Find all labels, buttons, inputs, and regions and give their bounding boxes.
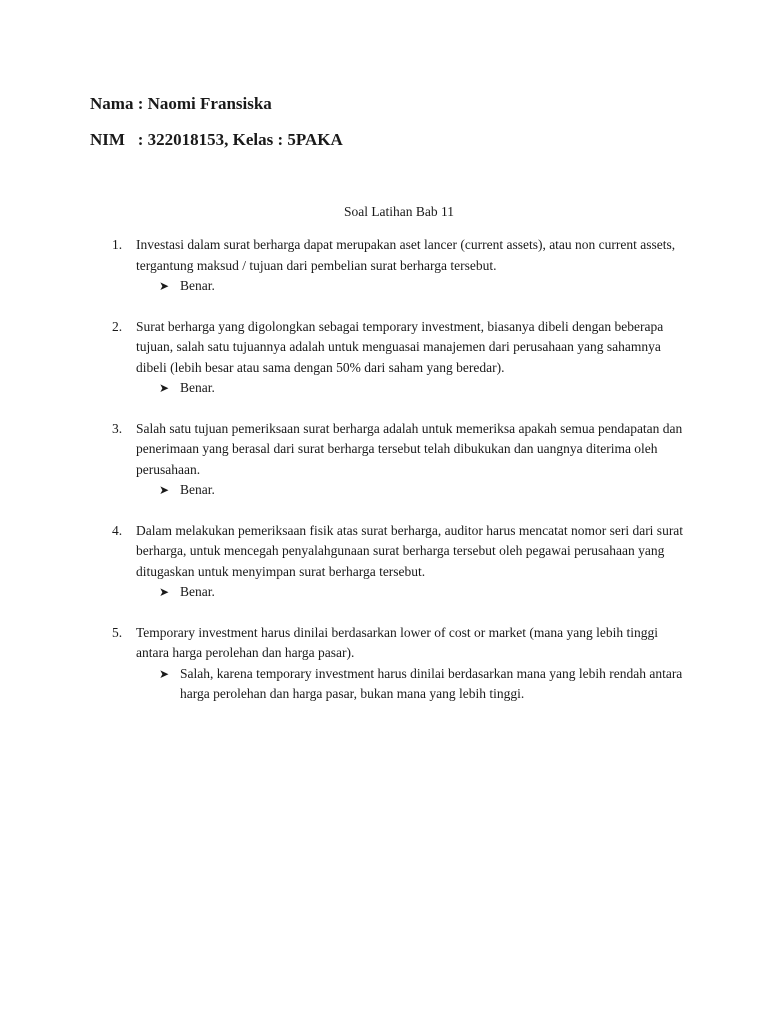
answer-text: Salah, karena temporary investment harus dinilai berdasarkan mana yang lebih rendah antara harga perolehan dan harga pasar, bukan mana yang lebih tinggi.: [180, 665, 683, 701]
answer-line: [136, 664, 688, 705]
question-number: 1.: [112, 237, 123, 252]
answer-line: [136, 480, 688, 501]
question-item-5: [90, 623, 688, 705]
arrowhead-bullet-icon: ➤: [159, 585, 170, 599]
question-number: 4.: [112, 522, 123, 538]
question-number: 3.: [112, 420, 123, 436]
question-text: Temporary investment harus dinilai berdasarkan lower of cost or market (mana yang lebih tinggi antara harga perolehan dan harga pasar).: [136, 624, 659, 660]
arrowhead-bullet-icon: ➤: [159, 483, 170, 497]
question-text: Investasi dalam surat berharga dapat merupakan aset lancer (current assets), atau non current assets, tergantung maksud / tujuan dari pembelian surat berharga tersebut.: [136, 237, 676, 273]
question-item-3: [90, 419, 688, 501]
answer-line: [136, 582, 688, 603]
question-text: Salah satu tujuan pemeriksaan surat berharga adalah untuk memeriksa apakah semua pendapatan dan penerimaan yang berasal dari surat berharga tersebut telah dibukukan dan uangnya diterima oleh perusahaan.: [136, 420, 683, 477]
question-item-4: [90, 521, 688, 603]
question-text: Surat berharga yang digolongkan sebagai temporary investment, biasanya dibeli dengan beberapa tujuan, salah satu tujuannya adalah untuk menguasai manajemen dari perusahaan yang sahamnya dibeli (lebih besar atau sama dengan 50% dari saham yang beredar).: [136, 318, 664, 375]
answer-text: Benar.: [180, 584, 215, 599]
arrowhead-bullet-icon: ➤: [159, 381, 170, 395]
student-name-line: Nama : Naomi Fransiska: [90, 94, 272, 113]
answer-line: [136, 276, 688, 297]
question-number: 5.: [112, 624, 123, 640]
arrowhead-bullet-icon: ➤: [159, 666, 170, 681]
student-nim-class-line: NIM : 322018153, Kelas : 5PAKA: [90, 130, 343, 149]
answer-text: Benar.: [180, 380, 215, 395]
question-number: 2.: [112, 318, 123, 334]
document-title: Soal Latihan Bab 11: [343, 204, 455, 219]
question-text: Dalam melakukan pemeriksaan fisik atas surat berharga, auditor harus mencatat nomor seri dari surat berharga, untuk mencegah penyalahgunaan surat berharga tersebut oleh pegawai perusahaan yang ditugaskan untuk menyimpan surat berharga tersebut.: [136, 522, 684, 579]
answer-text: Benar.: [180, 278, 215, 293]
question-item-2: [90, 317, 688, 399]
answer-text: Benar.: [180, 482, 215, 497]
question-list: [90, 235, 688, 705]
answer-line: [136, 378, 688, 399]
arrowhead-bullet-icon: ➤: [159, 279, 170, 293]
question-item-1: [90, 235, 688, 297]
